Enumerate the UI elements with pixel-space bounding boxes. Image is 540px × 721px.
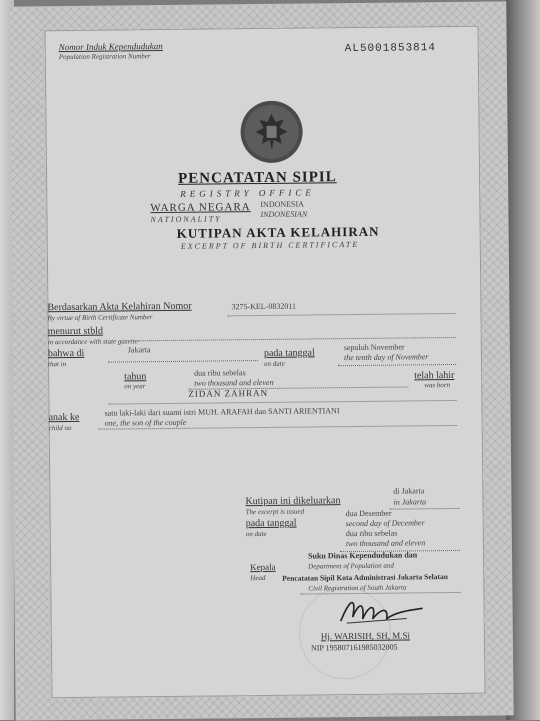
that-dotted-line [108,360,258,363]
name-dotted-line [108,400,456,405]
nationality-label-en: NATIONALITY [150,214,222,225]
that-label: bahwa di [47,347,85,360]
year-value: dua ribu sebelas [194,368,246,378]
child-value-en: one, the son of the couple [104,417,187,428]
office-title: PENCATATAN SIPIL [178,169,337,187]
office-en-2: Civil Registration of South Jakarta [308,583,407,593]
official-name: Hj. WARISIH, SH, M.Si [320,630,411,642]
basis-label-en: By virtue of Birth Certificate Number [47,313,153,323]
reg-number-label-en: Population Registration Number [58,52,151,62]
according-dotted-line [138,337,456,341]
born-label-en: was born [424,381,451,390]
issued-date-label: pada tanggal [245,517,297,530]
issued-year-value: dua ribu sebelas [345,528,398,539]
date-value: sepuluh November [343,342,405,353]
basis-value: 3275-KEL-0832011 [231,301,297,312]
issued-place-en: in Jakarta [393,497,427,507]
year-label: tahun [124,371,147,383]
nationality-label: WARGA NEGARA [150,201,251,215]
issued-year-value-en: two thousand and eleven [345,538,426,549]
certificate-inner-panel [45,26,486,699]
issued-place: di Jakarta [393,486,425,496]
issued-label: Kutipan ini dikeluarkan [245,495,341,508]
certificate-sheet [8,1,513,720]
date-label: pada tanggal [263,347,315,359]
issued-place-dotted-line [390,508,460,510]
according-label: menurut stbld [47,325,104,338]
head-label: Kepala [250,561,276,573]
office-id-2: Pencatatan Sipil Kota Administrasi Jakarta Selatan [282,572,448,583]
serial-number: AL5001853814 [344,42,437,56]
office-en: Department of Population and [308,561,394,571]
that-value: Jakarta [127,345,151,355]
official-nip: NIP 195807161985032005 [310,642,398,653]
child-label: anak ke [48,411,80,424]
basis-label: Berdasarkan Akta Kelahiran Nomor [47,300,192,314]
date-dotted-line [338,364,456,366]
child-label-en: child no [48,423,72,433]
office-id: Suku Dinas Kependudukan dan [307,550,418,561]
issued-label-en: The excerpt is issued [245,507,305,517]
garuda-emblem-icon [239,100,304,165]
born-label: telah lahir [414,369,455,382]
signature-icon [336,592,426,629]
year-label-en: on year [124,382,146,391]
date-value-en: the tenth day of November [343,352,429,363]
that-label-en: that in [47,360,67,369]
basis-dotted-line [228,313,456,316]
issued-date-value-en: second day of December [345,518,425,529]
nationality-value-en: INDONESIAN [260,209,308,219]
child-value: satu laki-laki dari suami istri MUH. ARAFAH dan SANTI ARIENTIANI [104,406,340,418]
excerpt-title: KUTIPAN AKTA KELAHIRAN [176,223,380,241]
according-label-en: in accordance with state gazette [47,337,138,347]
issued-date-value: dua Desember [345,508,392,519]
head-label-en: Head [250,573,266,583]
excerpt-title-en: EXCERPT OF BIRTH CERTIFICATE [180,239,360,251]
child-name: ZIDAN ZAHRAN [188,387,269,399]
nationality-value: INDONESIA [260,199,304,209]
office-title-en: REGISTRY OFFICE [180,187,315,199]
issued-date-label-en: on date [245,529,267,539]
year-value-en: two thousand and eleven [194,377,274,388]
date-label-en: on date [263,359,285,368]
reg-number-label: Nomor Induk Kependudukan [58,41,163,53]
